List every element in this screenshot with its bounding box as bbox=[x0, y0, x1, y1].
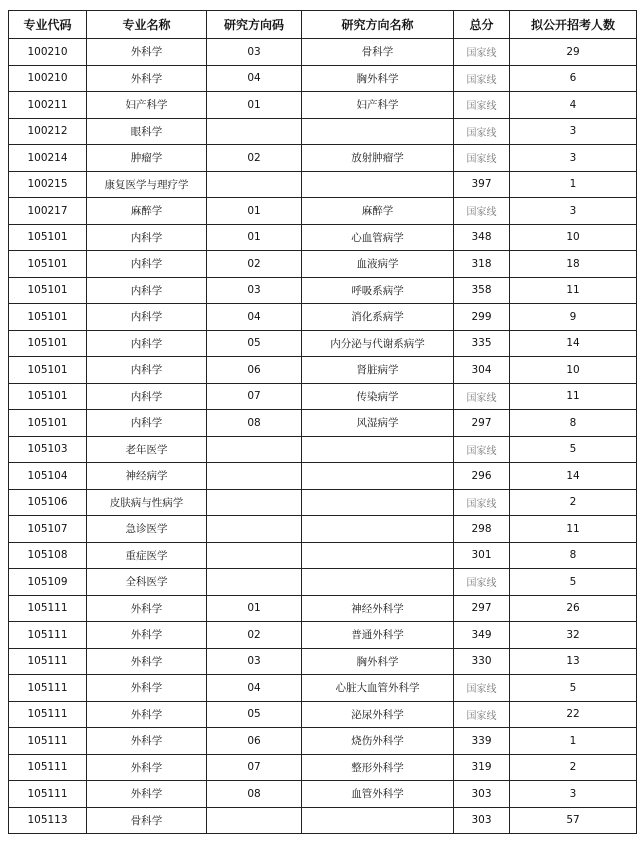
table-row bbox=[9, 171, 637, 198]
direction-code-cell: 05 bbox=[207, 701, 302, 728]
total-score-cell: 318 bbox=[454, 251, 510, 278]
major-code-cell: 105111 bbox=[9, 595, 87, 622]
major-name-cell: 内科学 bbox=[87, 357, 207, 384]
major-code-cell: 105109 bbox=[9, 569, 87, 596]
total-score-cell: 303 bbox=[454, 807, 510, 834]
major-name-cell: 外科学 bbox=[87, 648, 207, 675]
enrollment-count-cell: 6 bbox=[510, 65, 637, 92]
direction-name-cell bbox=[302, 118, 454, 145]
header-direction-code: 研究方向码 bbox=[207, 11, 302, 39]
header-total-score: 总分 bbox=[454, 11, 510, 39]
major-code-cell: 105107 bbox=[9, 516, 87, 543]
header-row bbox=[9, 11, 637, 39]
header-major-code: 专业代码 bbox=[9, 11, 87, 39]
total-score-cell: 397 bbox=[454, 171, 510, 198]
total-score-cell: 303 bbox=[454, 781, 510, 808]
enrollment-count-cell: 14 bbox=[510, 463, 637, 490]
enrollment-count-cell: 5 bbox=[510, 436, 637, 463]
total-score-cell: 335 bbox=[454, 330, 510, 357]
major-code-cell: 100217 bbox=[9, 198, 87, 225]
total-score-cell: 国家线 bbox=[454, 701, 510, 728]
total-score-cell: 国家线 bbox=[454, 39, 510, 66]
direction-code-cell: 07 bbox=[207, 383, 302, 410]
major-name-cell: 重症医学 bbox=[87, 542, 207, 569]
major-name-cell: 外科学 bbox=[87, 622, 207, 649]
major-code-cell: 105101 bbox=[9, 304, 87, 331]
total-score-cell: 国家线 bbox=[454, 489, 510, 516]
major-name-cell: 内科学 bbox=[87, 224, 207, 251]
direction-name-cell: 整形外科学 bbox=[302, 754, 454, 781]
table-row bbox=[9, 675, 637, 702]
major-code-cell: 100211 bbox=[9, 92, 87, 119]
direction-name-cell: 骨科学 bbox=[302, 39, 454, 66]
major-code-cell: 105101 bbox=[9, 410, 87, 437]
direction-name-cell: 放射肿瘤学 bbox=[302, 145, 454, 172]
table-header bbox=[9, 11, 637, 39]
major-code-cell: 105111 bbox=[9, 754, 87, 781]
direction-name-cell: 血管外科学 bbox=[302, 781, 454, 808]
direction-code-cell: 04 bbox=[207, 65, 302, 92]
direction-name-cell bbox=[302, 489, 454, 516]
table-row bbox=[9, 781, 637, 808]
enrollment-count-cell: 4 bbox=[510, 92, 637, 119]
total-score-cell: 国家线 bbox=[454, 198, 510, 225]
direction-name-cell bbox=[302, 463, 454, 490]
enrollment-count-cell: 8 bbox=[510, 542, 637, 569]
major-code-cell: 100210 bbox=[9, 65, 87, 92]
major-name-cell: 外科学 bbox=[87, 728, 207, 755]
major-code-cell: 105111 bbox=[9, 701, 87, 728]
enrollment-count-cell: 11 bbox=[510, 277, 637, 304]
table-row bbox=[9, 516, 637, 543]
table-row bbox=[9, 65, 637, 92]
direction-name-cell bbox=[302, 171, 454, 198]
enrollment-count-cell: 57 bbox=[510, 807, 637, 834]
direction-code-cell bbox=[207, 807, 302, 834]
direction-code-cell: 03 bbox=[207, 39, 302, 66]
enrollment-count-cell: 26 bbox=[510, 595, 637, 622]
direction-code-cell bbox=[207, 569, 302, 596]
total-score-cell: 299 bbox=[454, 304, 510, 331]
enrollment-count-cell: 1 bbox=[510, 728, 637, 755]
direction-code-cell: 01 bbox=[207, 595, 302, 622]
enrollment-count-cell: 10 bbox=[510, 224, 637, 251]
direction-name-cell bbox=[302, 516, 454, 543]
direction-name-cell bbox=[302, 807, 454, 834]
enrollment-count-cell: 10 bbox=[510, 357, 637, 384]
direction-name-cell: 呼吸系病学 bbox=[302, 277, 454, 304]
enrollment-count-cell: 3 bbox=[510, 781, 637, 808]
header-major-name: 专业名称 bbox=[87, 11, 207, 39]
direction-code-cell bbox=[207, 463, 302, 490]
enrollment-count-cell: 3 bbox=[510, 145, 637, 172]
major-name-cell: 皮肤病与性病学 bbox=[87, 489, 207, 516]
major-name-cell: 外科学 bbox=[87, 754, 207, 781]
major-name-cell: 外科学 bbox=[87, 781, 207, 808]
enrollment-count-cell: 8 bbox=[510, 410, 637, 437]
major-code-cell: 105111 bbox=[9, 648, 87, 675]
direction-name-cell: 风湿病学 bbox=[302, 410, 454, 437]
major-code-cell: 100210 bbox=[9, 39, 87, 66]
table-row bbox=[9, 463, 637, 490]
major-code-cell: 100215 bbox=[9, 171, 87, 198]
direction-name-cell: 心血管病学 bbox=[302, 224, 454, 251]
total-score-cell: 358 bbox=[454, 277, 510, 304]
major-code-cell: 105113 bbox=[9, 807, 87, 834]
direction-name-cell bbox=[302, 542, 454, 569]
table-row bbox=[9, 383, 637, 410]
direction-code-cell bbox=[207, 489, 302, 516]
direction-code-cell: 02 bbox=[207, 622, 302, 649]
major-name-cell: 内科学 bbox=[87, 383, 207, 410]
major-code-cell: 105101 bbox=[9, 330, 87, 357]
enrollment-count-cell: 5 bbox=[510, 569, 637, 596]
direction-code-cell: 04 bbox=[207, 304, 302, 331]
header-direction-name: 研究方向名称 bbox=[302, 11, 454, 39]
direction-code-cell: 02 bbox=[207, 251, 302, 278]
direction-code-cell: 08 bbox=[207, 781, 302, 808]
direction-name-cell: 肾脏病学 bbox=[302, 357, 454, 384]
table-row bbox=[9, 754, 637, 781]
major-name-cell: 内科学 bbox=[87, 410, 207, 437]
total-score-cell: 298 bbox=[454, 516, 510, 543]
table-row bbox=[9, 728, 637, 755]
enrollment-count-cell: 3 bbox=[510, 118, 637, 145]
direction-code-cell bbox=[207, 436, 302, 463]
major-name-cell: 妇产科学 bbox=[87, 92, 207, 119]
table-row bbox=[9, 145, 637, 172]
direction-code-cell bbox=[207, 516, 302, 543]
table-row bbox=[9, 198, 637, 225]
admissions-table bbox=[8, 10, 637, 834]
major-name-cell: 外科学 bbox=[87, 39, 207, 66]
direction-name-cell bbox=[302, 436, 454, 463]
table-row bbox=[9, 569, 637, 596]
total-score-cell: 国家线 bbox=[454, 675, 510, 702]
enrollment-count-cell: 2 bbox=[510, 489, 637, 516]
total-score-cell: 297 bbox=[454, 410, 510, 437]
total-score-cell: 304 bbox=[454, 357, 510, 384]
direction-code-cell: 01 bbox=[207, 198, 302, 225]
enrollment-count-cell: 1 bbox=[510, 171, 637, 198]
header-enrollment-count: 拟公开招考人数 bbox=[510, 11, 637, 39]
major-code-cell: 105106 bbox=[9, 489, 87, 516]
table-row bbox=[9, 595, 637, 622]
table-row bbox=[9, 92, 637, 119]
direction-name-cell: 神经外科学 bbox=[302, 595, 454, 622]
table-row bbox=[9, 330, 637, 357]
table-row bbox=[9, 304, 637, 331]
major-name-cell: 全科医学 bbox=[87, 569, 207, 596]
table-row bbox=[9, 622, 637, 649]
major-code-cell: 105111 bbox=[9, 622, 87, 649]
total-score-cell: 国家线 bbox=[454, 436, 510, 463]
total-score-cell: 国家线 bbox=[454, 65, 510, 92]
direction-name-cell: 血液病学 bbox=[302, 251, 454, 278]
table-row bbox=[9, 277, 637, 304]
major-name-cell: 内科学 bbox=[87, 304, 207, 331]
table-row bbox=[9, 542, 637, 569]
major-code-cell: 105108 bbox=[9, 542, 87, 569]
table-row bbox=[9, 648, 637, 675]
direction-code-cell: 01 bbox=[207, 92, 302, 119]
total-score-cell: 国家线 bbox=[454, 145, 510, 172]
direction-name-cell: 胸外科学 bbox=[302, 648, 454, 675]
total-score-cell: 296 bbox=[454, 463, 510, 490]
table-row bbox=[9, 807, 637, 834]
total-score-cell: 330 bbox=[454, 648, 510, 675]
major-name-cell: 肿瘤学 bbox=[87, 145, 207, 172]
major-code-cell: 105101 bbox=[9, 383, 87, 410]
direction-name-cell: 内分泌与代谢系病学 bbox=[302, 330, 454, 357]
enrollment-count-cell: 2 bbox=[510, 754, 637, 781]
enrollment-count-cell: 14 bbox=[510, 330, 637, 357]
major-name-cell: 眼科学 bbox=[87, 118, 207, 145]
total-score-cell: 国家线 bbox=[454, 92, 510, 119]
major-code-cell: 105101 bbox=[9, 277, 87, 304]
major-name-cell: 老年医学 bbox=[87, 436, 207, 463]
enrollment-count-cell: 5 bbox=[510, 675, 637, 702]
enrollment-count-cell: 11 bbox=[510, 383, 637, 410]
direction-name-cell: 消化系病学 bbox=[302, 304, 454, 331]
direction-code-cell: 06 bbox=[207, 357, 302, 384]
direction-code-cell: 01 bbox=[207, 224, 302, 251]
major-name-cell: 内科学 bbox=[87, 277, 207, 304]
major-code-cell: 105111 bbox=[9, 781, 87, 808]
table-row bbox=[9, 410, 637, 437]
direction-name-cell: 传染病学 bbox=[302, 383, 454, 410]
table-row bbox=[9, 251, 637, 278]
direction-name-cell: 心脏大血管外科学 bbox=[302, 675, 454, 702]
direction-name-cell: 普通外科学 bbox=[302, 622, 454, 649]
major-name-cell: 神经病学 bbox=[87, 463, 207, 490]
major-name-cell: 麻醉学 bbox=[87, 198, 207, 225]
enrollment-count-cell: 9 bbox=[510, 304, 637, 331]
direction-code-cell: 07 bbox=[207, 754, 302, 781]
direction-code-cell: 03 bbox=[207, 277, 302, 304]
table-row bbox=[9, 701, 637, 728]
enrollment-count-cell: 32 bbox=[510, 622, 637, 649]
direction-name-cell: 烧伤外科学 bbox=[302, 728, 454, 755]
direction-code-cell: 05 bbox=[207, 330, 302, 357]
major-code-cell: 105111 bbox=[9, 675, 87, 702]
enrollment-count-cell: 18 bbox=[510, 251, 637, 278]
enrollment-count-cell: 22 bbox=[510, 701, 637, 728]
total-score-cell: 349 bbox=[454, 622, 510, 649]
total-score-cell: 319 bbox=[454, 754, 510, 781]
major-code-cell: 105111 bbox=[9, 728, 87, 755]
direction-name-cell: 胸外科学 bbox=[302, 65, 454, 92]
direction-code-cell bbox=[207, 542, 302, 569]
major-name-cell: 内科学 bbox=[87, 251, 207, 278]
major-name-cell: 康复医学与理疗学 bbox=[87, 171, 207, 198]
direction-code-cell: 04 bbox=[207, 675, 302, 702]
major-code-cell: 105101 bbox=[9, 224, 87, 251]
total-score-cell: 国家线 bbox=[454, 118, 510, 145]
major-name-cell: 外科学 bbox=[87, 595, 207, 622]
enrollment-count-cell: 11 bbox=[510, 516, 637, 543]
direction-code-cell: 08 bbox=[207, 410, 302, 437]
table-row bbox=[9, 357, 637, 384]
major-name-cell: 外科学 bbox=[87, 701, 207, 728]
total-score-cell: 339 bbox=[454, 728, 510, 755]
direction-code-cell bbox=[207, 171, 302, 198]
major-name-cell: 外科学 bbox=[87, 675, 207, 702]
table-row bbox=[9, 489, 637, 516]
table-body bbox=[9, 39, 637, 834]
direction-name-cell: 妇产科学 bbox=[302, 92, 454, 119]
direction-name-cell: 泌尿外科学 bbox=[302, 701, 454, 728]
major-code-cell: 100212 bbox=[9, 118, 87, 145]
major-name-cell: 外科学 bbox=[87, 65, 207, 92]
direction-code-cell: 02 bbox=[207, 145, 302, 172]
table-row bbox=[9, 118, 637, 145]
total-score-cell: 348 bbox=[454, 224, 510, 251]
direction-name-cell bbox=[302, 569, 454, 596]
enrollment-count-cell: 3 bbox=[510, 198, 637, 225]
major-name-cell: 骨科学 bbox=[87, 807, 207, 834]
table-row bbox=[9, 39, 637, 66]
total-score-cell: 国家线 bbox=[454, 569, 510, 596]
major-code-cell: 105104 bbox=[9, 463, 87, 490]
major-code-cell: 100214 bbox=[9, 145, 87, 172]
enrollment-count-cell: 13 bbox=[510, 648, 637, 675]
direction-code-cell bbox=[207, 118, 302, 145]
major-code-cell: 105101 bbox=[9, 251, 87, 278]
direction-code-cell: 06 bbox=[207, 728, 302, 755]
major-code-cell: 105101 bbox=[9, 357, 87, 384]
table-row bbox=[9, 436, 637, 463]
major-name-cell: 内科学 bbox=[87, 330, 207, 357]
total-score-cell: 国家线 bbox=[454, 383, 510, 410]
direction-name-cell: 麻醉学 bbox=[302, 198, 454, 225]
enrollment-count-cell: 29 bbox=[510, 39, 637, 66]
major-code-cell: 105103 bbox=[9, 436, 87, 463]
total-score-cell: 297 bbox=[454, 595, 510, 622]
table-row bbox=[9, 224, 637, 251]
total-score-cell: 301 bbox=[454, 542, 510, 569]
major-name-cell: 急诊医学 bbox=[87, 516, 207, 543]
direction-code-cell: 03 bbox=[207, 648, 302, 675]
